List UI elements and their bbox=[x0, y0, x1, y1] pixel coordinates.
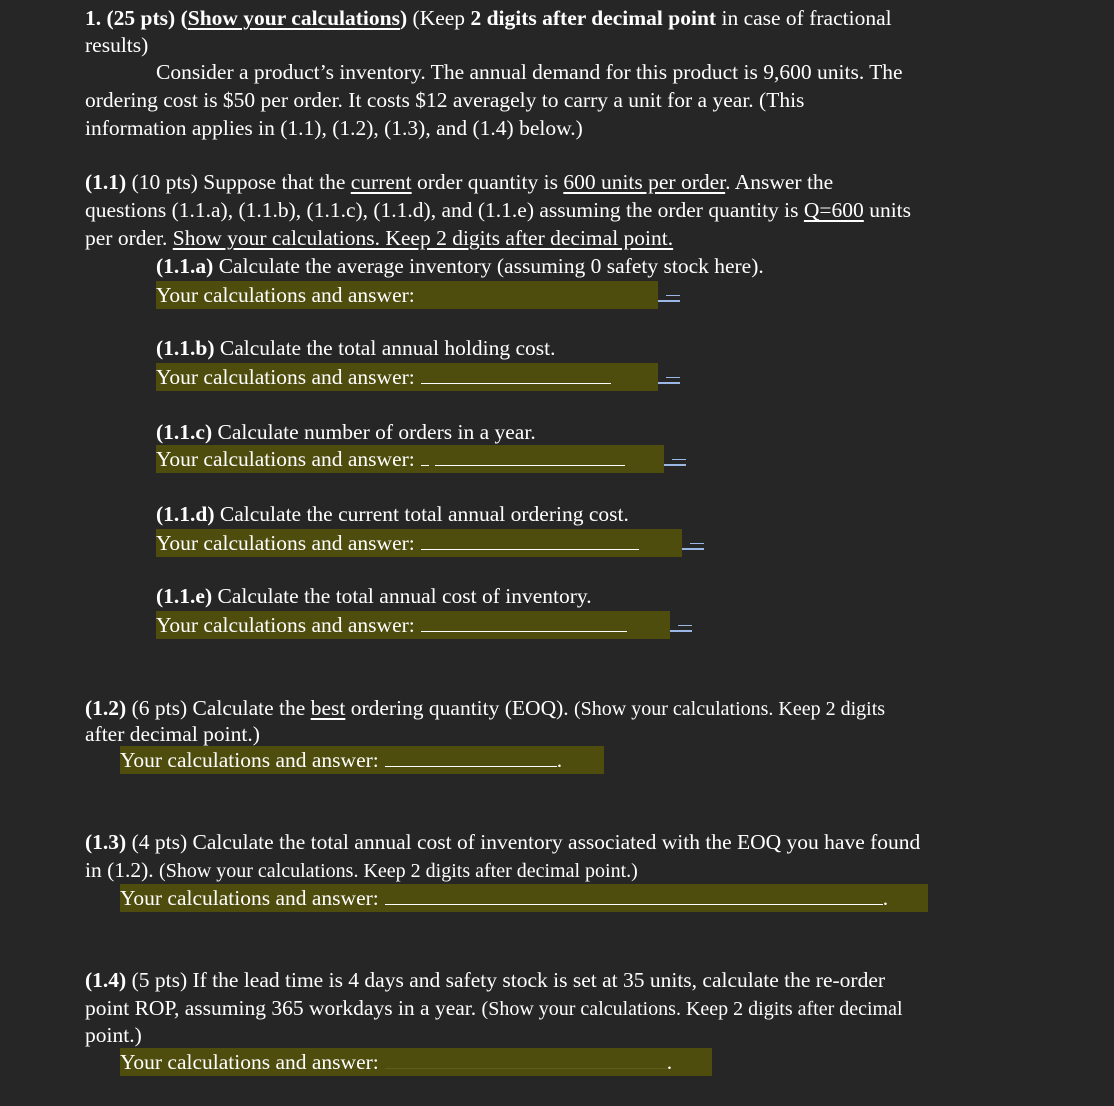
q11-line-2: questions (1.1.a), (1.1.b), (1.1.c), (1.1.d), and (1.1.e) assuming the order quantity is Q=600 units bbox=[85, 198, 912, 222]
q13-line-2: in (1.2). (Show your calculations. Keep 2 digits after decimal point.) bbox=[85, 858, 638, 882]
question-1-header: 1. (25 pts) (Show your calculations) (Keep 2 digits after decimal point in case of fractional bbox=[85, 6, 892, 30]
answer-label: Your calculations and answer: bbox=[120, 1050, 379, 1074]
q11-line-1: (1.1) (10 pts) Suppose that the current order quantity is 600 units per order. Answer the bbox=[85, 170, 834, 194]
answer-blank bbox=[421, 529, 639, 550]
q12-id: (1.2) bbox=[85, 696, 127, 720]
q11d-anchor-mark bbox=[682, 528, 704, 550]
question-points: (25 pts) bbox=[106, 6, 176, 30]
answer-label: Your calculations and answer: bbox=[156, 447, 415, 471]
q13-line-1: (1.3) (4 pts) Calculate the total annual cost of inventory associated with the EOQ you have found bbox=[85, 830, 921, 854]
q11a-answer-row bbox=[156, 280, 680, 309]
q11e-anchor-mark bbox=[670, 610, 692, 632]
answer-label: Your calculations and answer: bbox=[156, 283, 415, 307]
q13-answer-field[interactable]: Your calculations and answer: . bbox=[120, 884, 928, 912]
q12-answer-field[interactable]: Your calculations and answer: . bbox=[120, 746, 604, 774]
q11e-prompt: (1.1.e) Calculate the total annual cost of inventory. bbox=[156, 584, 592, 608]
answer-blank bbox=[435, 445, 625, 466]
q14-answer-field[interactable]: Your calculations and answer: . bbox=[120, 1048, 712, 1076]
intro-line-1: Consider a product’s inventory. The annual demand for this product is 9,600 units. The bbox=[156, 60, 903, 84]
q13-id: (1.3) bbox=[85, 830, 127, 854]
q11a-anchor-mark bbox=[658, 280, 680, 302]
answer-label: Your calculations and answer: bbox=[156, 613, 415, 637]
answer-blank bbox=[385, 1048, 667, 1069]
q11b-prompt: (1.1.b) Calculate the total annual holding cost. bbox=[156, 336, 556, 360]
question-number: 1. bbox=[85, 6, 102, 30]
q11c-anchor-mark bbox=[664, 444, 686, 466]
q12-line-1: (1.2) (6 pts) Calculate the best ordering quantity (EOQ). (Show your calculations. Keep 2 digits bbox=[85, 696, 886, 720]
answer-blank bbox=[385, 746, 557, 767]
q11b-answer-field[interactable] bbox=[156, 363, 658, 391]
q11b-answer-row bbox=[156, 362, 680, 391]
answer-label: Your calculations and answer: bbox=[156, 365, 415, 389]
answer-label: Your calculations and answer: bbox=[120, 886, 379, 910]
show-calc-note: Show your calculations bbox=[187, 6, 400, 30]
answer-blank bbox=[421, 611, 627, 632]
q11e-answer-field[interactable] bbox=[156, 611, 670, 639]
keep-digits-note: 2 digits after decimal point bbox=[470, 6, 717, 30]
q14-answer-row bbox=[120, 1048, 712, 1076]
q14-id: (1.4) bbox=[85, 968, 127, 992]
q12-answer-row bbox=[120, 746, 604, 774]
q12-line-2: after decimal point.) bbox=[85, 722, 260, 746]
question-1-header-cont: results) bbox=[85, 33, 149, 57]
answer-blank-short bbox=[421, 445, 429, 466]
answer-blank bbox=[421, 363, 611, 384]
q13-answer-row bbox=[120, 884, 928, 912]
answer-label: Your calculations and answer: bbox=[120, 748, 379, 772]
intro-line-2: ordering cost is $50 per order. It costs $12 averagely to carry a unit for a year. (This bbox=[85, 88, 805, 112]
q14-line-3: point.) bbox=[85, 1023, 142, 1047]
intro-line-3: information applies in (1.1), (1.2), (1.3), and (1.4) below.) bbox=[85, 116, 583, 140]
q11b-anchor-mark bbox=[658, 362, 680, 384]
answer-label: Your calculations and answer: bbox=[156, 531, 415, 555]
q11e-answer-row bbox=[156, 610, 692, 639]
q11d-answer-field[interactable] bbox=[156, 529, 682, 557]
q11c-prompt: (1.1.c) Calculate number of orders in a year. bbox=[156, 420, 536, 444]
q11a-answer-field[interactable] bbox=[156, 281, 658, 309]
q11c-answer-row bbox=[156, 444, 686, 473]
q11d-prompt: (1.1.d) Calculate the current total annual ordering cost. bbox=[156, 502, 629, 526]
q11a-prompt: (1.1.a) Calculate the average inventory (assuming 0 safety stock here). bbox=[156, 254, 764, 278]
q11-line-3: per order. Show your calculations. Keep 2 digits after decimal point. bbox=[85, 226, 674, 250]
q11c-answer-field[interactable] bbox=[156, 445, 664, 473]
q14-line-2: point ROP, assuming 365 workdays in a year. (Show your calculations. Keep 2 digits after decimal bbox=[85, 996, 903, 1020]
q11d-answer-row bbox=[156, 528, 704, 557]
answer-blank bbox=[385, 884, 883, 905]
q14-line-1: (1.4) (5 pts) If the lead time is 4 days and safety stock is set at 35 units, calculate the re-order bbox=[85, 968, 886, 992]
q11-id: (1.1) bbox=[85, 170, 127, 194]
